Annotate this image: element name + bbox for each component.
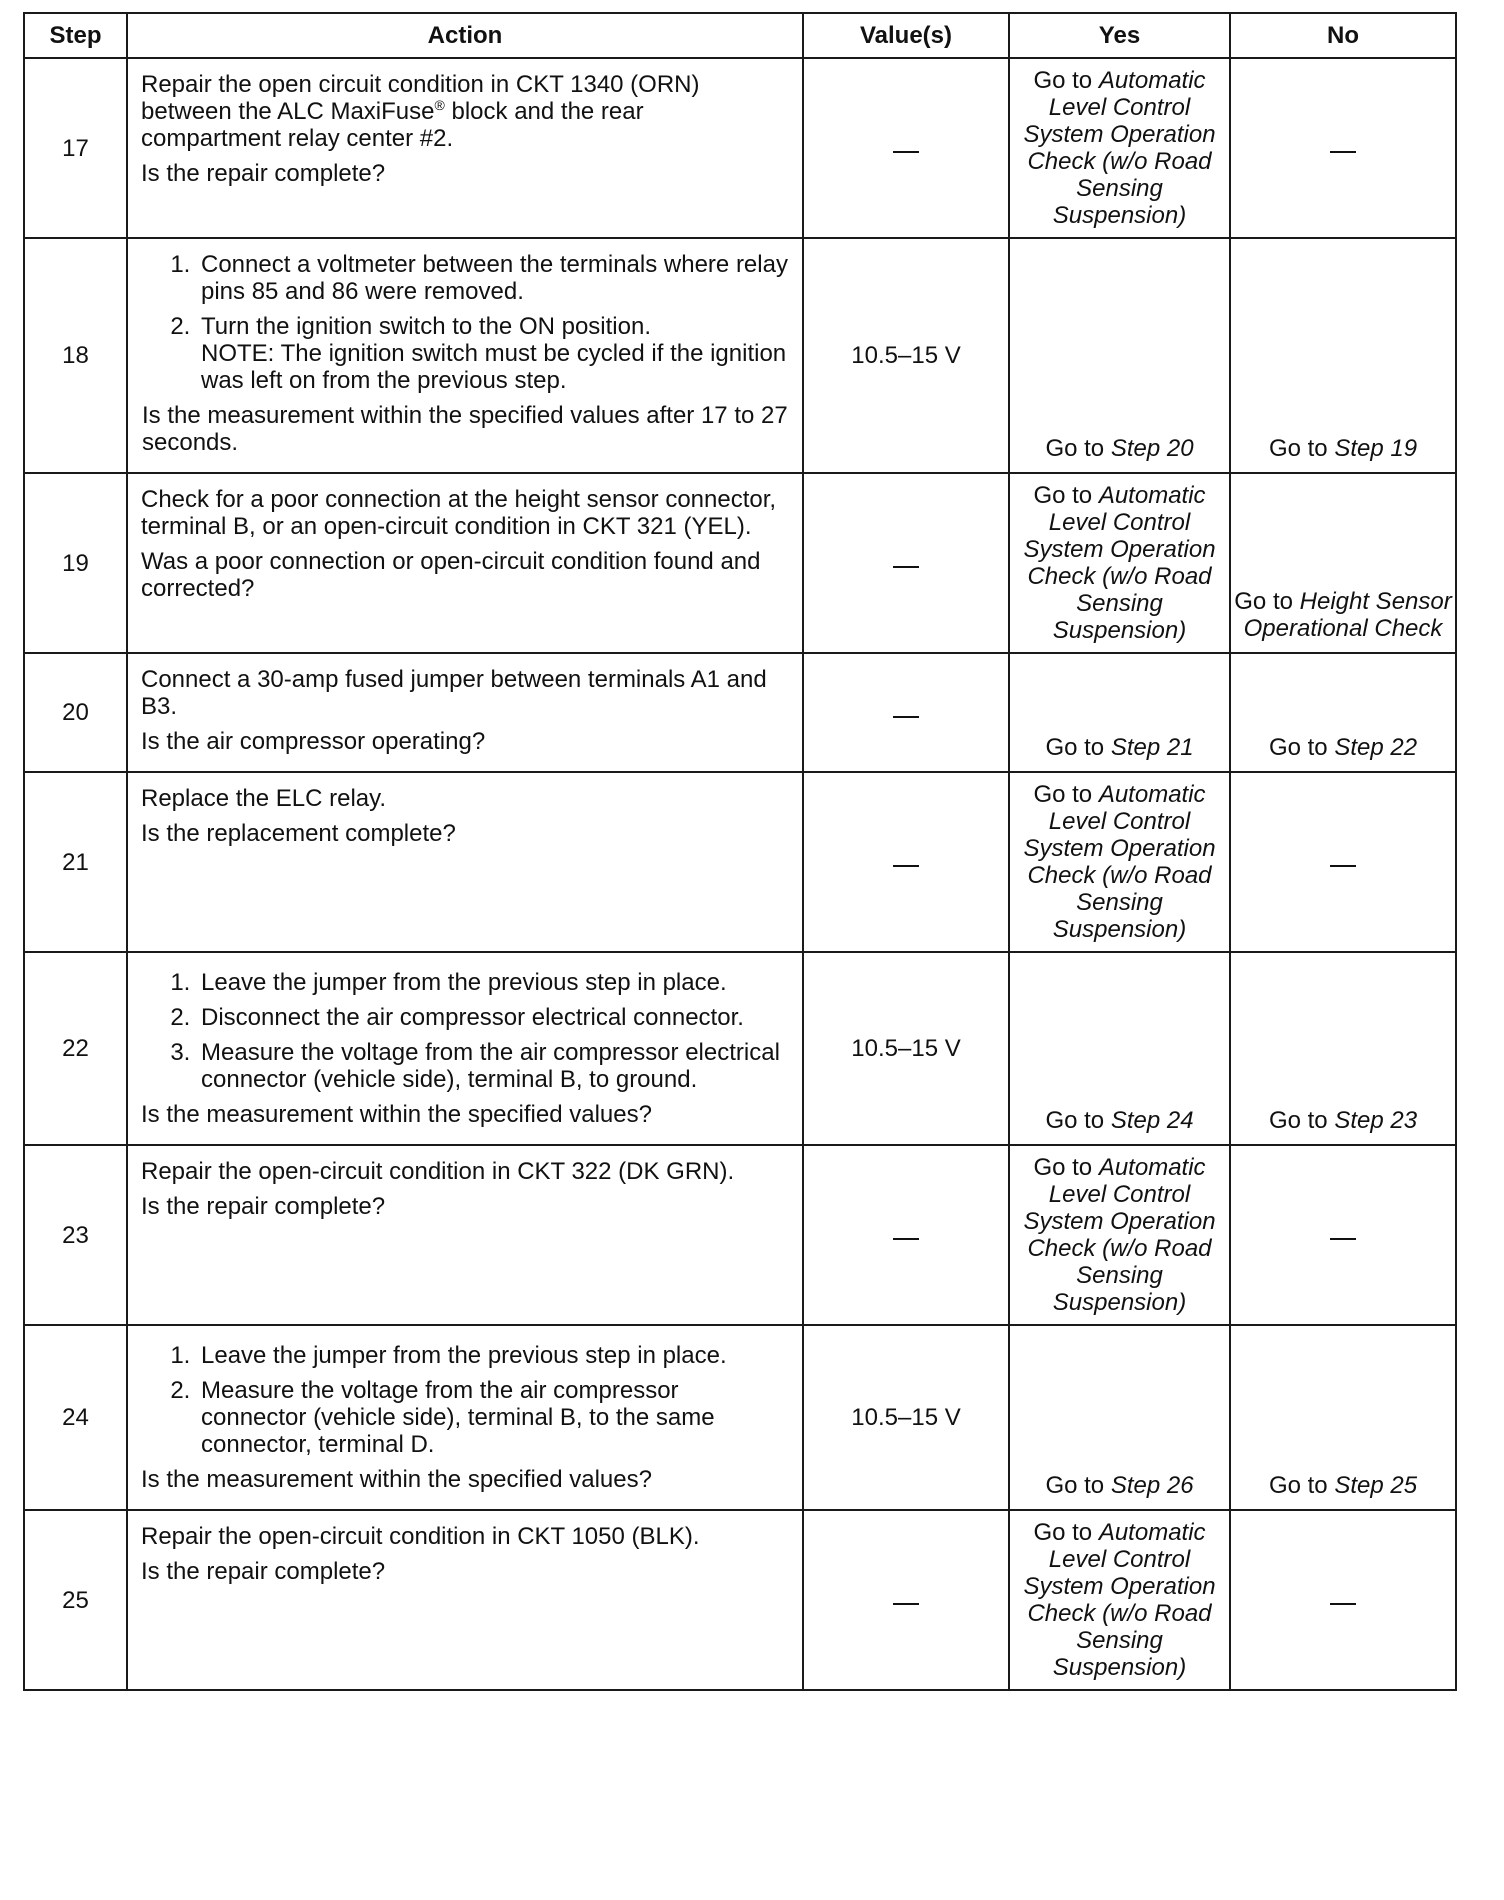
action-text: Connect a 30-amp fused jumper between terminals A1 and B3. [141,666,767,720]
header-step: Step [24,13,127,58]
action-cell [127,952,803,1145]
action-text: Replace the ELC relay. [141,785,387,812]
yes-target: Automatic Level Control System Operation Check (w/o Road Sensing Suspension) [1023,781,1216,943]
step-number: 20 [24,653,127,772]
yes-target: Automatic Level Control System Operation Check (w/o Road Sensing Suspension) [1023,67,1216,229]
step-number: 24 [24,1325,127,1510]
list-item: 1. Connect a voltmeter between the terminals where relay pins 85 and 86 were removed. [197,251,790,305]
value-cell: 10.5–15 V [803,238,1009,473]
yes-cell: Go to Step 20 [1009,238,1230,473]
action-question: Is the measurement within the specified values after 17 to 27 seconds. [142,402,788,456]
no-cell [1230,772,1456,952]
table-row [24,1325,1456,1510]
table-row [24,653,1456,772]
action-question: Is the measurement within the specified values? [141,1466,652,1493]
yes-cell: Go to Step 21 [1009,653,1230,772]
header-row [24,13,1456,58]
table-row [24,1145,1456,1325]
step-number: 17 [24,58,127,238]
yes-cell: Go to Step 26 [1009,1325,1230,1510]
action-cell [127,1325,803,1510]
list-item: 1. Leave the jumper from the previous step in place. [197,969,790,996]
no-target: Step 23 [1334,1107,1418,1134]
no-cell: Go to Height Sensor Operational Check [1230,473,1456,653]
no-target: Step 19 [1334,435,1418,462]
no-cell [1230,1510,1456,1690]
value-cell: 10.5–15 V [803,1325,1009,1510]
diagnostic-table-page [23,12,1455,1691]
no-cell [1230,58,1456,238]
diagnostic-table [23,12,1457,1691]
value-cell [803,58,1009,238]
action-note: NOTE: The ignition switch must be cycled if the ignition was left on from the previous step. [201,340,787,394]
action-cell [127,1510,803,1690]
dash [1330,151,1356,153]
value-cell: 10.5–15 V [803,952,1009,1145]
header-no: No [1230,13,1456,58]
action-list [141,251,790,394]
step-number: 19 [24,473,127,653]
table-row [24,952,1456,1145]
value-cell [803,1145,1009,1325]
no-cell: Go to Step 19 [1230,238,1456,473]
action-list [141,969,790,1093]
dash [893,865,919,867]
value-cell [803,473,1009,653]
yes-target: Step 24 [1110,1107,1194,1134]
no-target: Step 22 [1334,734,1418,761]
table-row [24,58,1456,238]
action-question: Is the repair complete? [141,1558,386,1585]
dash [893,716,919,718]
action-text: Check for a poor connection at the height sensor connector, terminal B, or an open-circuit condition in CKT 321 (YEL). [141,486,777,540]
value-cell [803,1510,1009,1690]
action-question: Is the measurement within the specified values? [141,1101,652,1128]
header-values: Value(s) [803,13,1009,58]
step-number: 18 [24,238,127,473]
action-text: Repair the open-circuit condition in CKT 1050 (BLK). [141,1523,700,1550]
value-cell [803,653,1009,772]
action-cell [127,473,803,653]
yes-cell: Go to Automatic Level Control System Operation Check (w/o Road Sensing Suspension) [1009,473,1230,653]
dash [893,566,919,568]
table-row [24,772,1456,952]
action-question: Is the repair complete? [141,1193,386,1220]
dash [893,151,919,153]
list-item: 1. Leave the jumper from the previous step in place. [197,1342,790,1369]
action-text: Repair the open circuit condition in CKT 1340 (ORN) between the ALC MaxiFuse® block and the rear compartment relay center #2. [141,71,700,152]
yes-cell: Go to Automatic Level Control System Operation Check (w/o Road Sensing Suspension) [1009,58,1230,238]
action-cell [127,653,803,772]
action-text: Repair the open-circuit condition in CKT 322 (DK GRN). [141,1158,735,1185]
step-number: 23 [24,1145,127,1325]
action-question: Was a poor connection or open-circuit condition found and corrected? [141,548,761,602]
header-action: Action [127,13,803,58]
dash [893,1238,919,1240]
no-cell [1230,1145,1456,1325]
dash [893,1603,919,1605]
step-number: 21 [24,772,127,952]
yes-target: Step 26 [1110,1472,1194,1499]
header-yes: Yes [1009,13,1230,58]
list-item: 3. Measure the voltage from the air compressor electrical connector (vehicle side), terminal B, to ground. [197,1039,790,1093]
action-question: Is the repair complete? [141,160,386,187]
list-item: 2. Measure the voltage from the air compressor connector (vehicle side), terminal B, to the same connector, terminal D. [197,1377,790,1458]
yes-cell: Go to Automatic Level Control System Operation Check (w/o Road Sensing Suspension) [1009,772,1230,952]
list-item: 2. Disconnect the air compressor electrical connector. [197,1004,790,1031]
action-cell [127,1145,803,1325]
value-cell [803,772,1009,952]
no-cell: Go to Step 25 [1230,1325,1456,1510]
action-list [141,1342,790,1458]
action-cell [127,772,803,952]
yes-target: Automatic Level Control System Operation Check (w/o Road Sensing Suspension) [1023,1519,1216,1681]
yes-cell: Go to Automatic Level Control System Operation Check (w/o Road Sensing Suspension) [1009,1510,1230,1690]
list-item: 2. Turn the ignition switch to the ON position. NOTE: The ignition switch must be cycled if the ignition was left on from the previous step. [197,313,790,394]
table-row [24,473,1456,653]
no-target: Height Sensor Operational Check [1243,588,1452,642]
yes-cell: Go to Step 24 [1009,952,1230,1145]
table-row [24,238,1456,473]
no-cell: Go to Step 23 [1230,952,1456,1145]
action-cell [127,238,803,473]
action-cell [127,58,803,238]
registered-mark: ® [434,97,445,113]
dash [1330,1603,1356,1605]
dash [1330,1238,1356,1240]
step-number: 22 [24,952,127,1145]
table-row [24,1510,1456,1690]
dash [1330,865,1356,867]
action-question: Is the replacement complete? [141,820,456,847]
yes-target: Step 20 [1110,435,1194,462]
step-number: 25 [24,1510,127,1690]
yes-target: Automatic Level Control System Operation Check (w/o Road Sensing Suspension) [1023,482,1216,644]
no-target: Step 25 [1334,1472,1418,1499]
yes-cell: Go to Automatic Level Control System Operation Check (w/o Road Sensing Suspension) [1009,1145,1230,1325]
no-cell: Go to Step 22 [1230,653,1456,772]
yes-target: Automatic Level Control System Operation Check (w/o Road Sensing Suspension) [1023,1154,1216,1316]
action-question: Is the air compressor operating? [141,728,486,755]
yes-target: Step 21 [1110,734,1194,761]
